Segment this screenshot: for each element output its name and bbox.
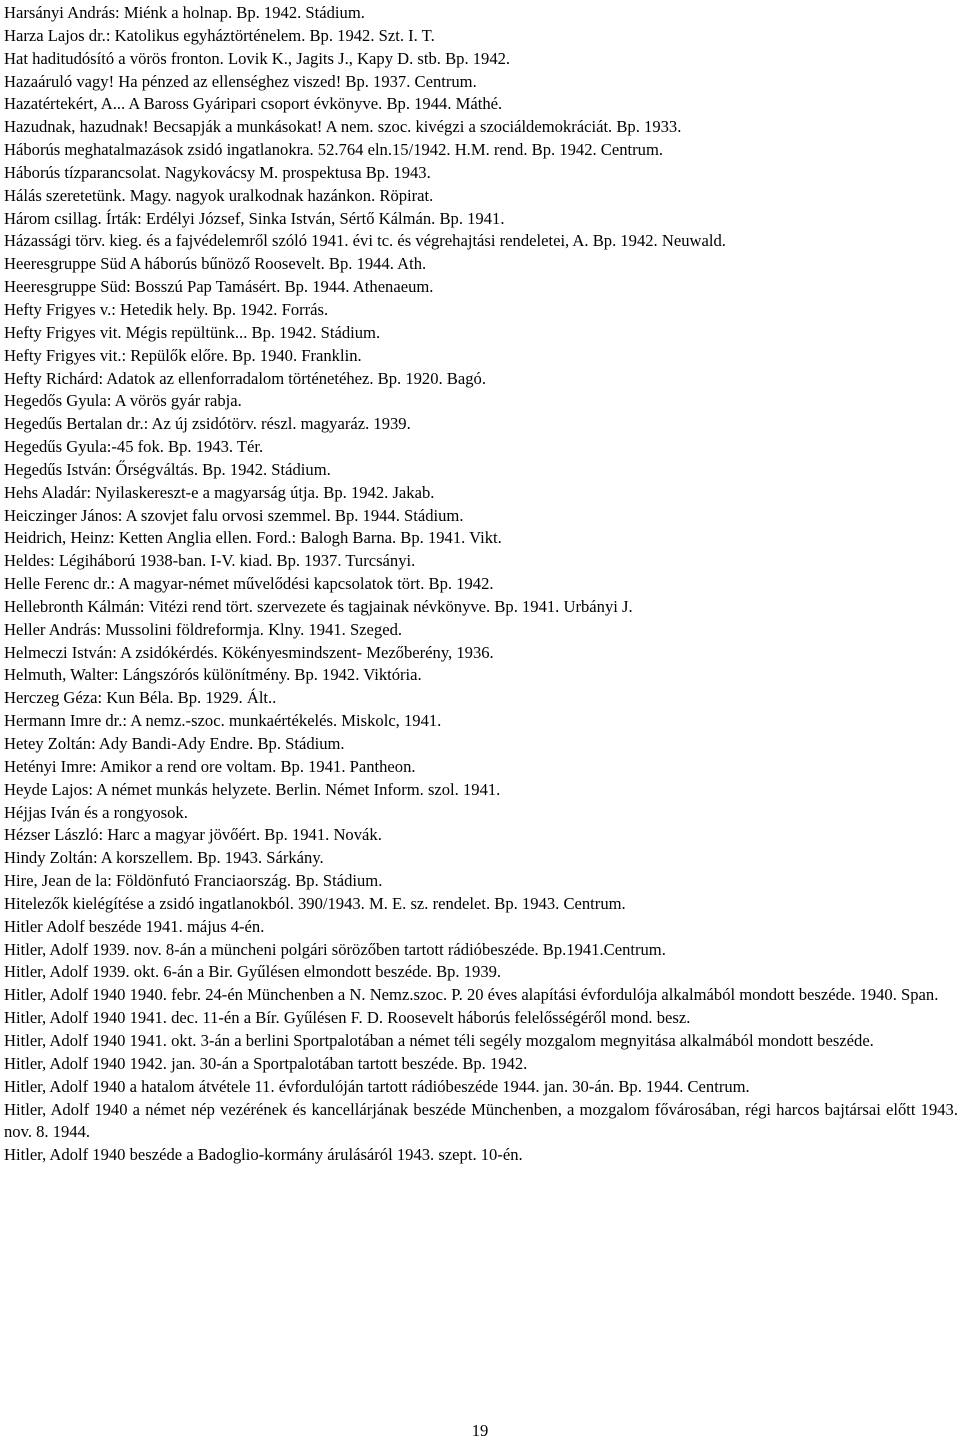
bibliography-entry: Heeresgruppe Süd A háborús bűnöző Roosevelt. Bp. 1944. Ath.	[4, 254, 427, 274]
bibliography-entry: Hálás szeretetünk. Magy. nagyok uralkodnak hazánkon. Röpirat.	[4, 185, 434, 205]
bibliography-entry: Hitler, Adolf 1940 beszéde a Badoglio-kormány árulásáról 1943. szept. 10-én.	[4, 1145, 523, 1165]
bibliography-entry: Herczeg Géza: Kun Béla. Bp. 1929. Ált..	[4, 688, 277, 708]
bibliography-entry: Hazaáruló vagy! Ha pénzed az ellenséghez viszed! Bp. 1937. Centrum.	[4, 71, 477, 91]
bibliography-entry: Hetey Zoltán: Ady Bandi-Ady Endre. Bp. Stádium.	[4, 734, 345, 753]
bibliography-entry: Hehs Aladár: Nyilaskereszt-e a magyarság útja. Bp. 1942. Jakab.	[4, 482, 435, 502]
bibliography-entry: Hitler, Adolf 1939. okt. 6-án a Bir. Gyűlésen elmondott beszéde. Bp. 1939.	[4, 962, 502, 982]
bibliography-entry: Hitler, Adolf 1940 a német nép vezérének és kancellárjának beszéde Münchenben, a mozgalom fővárosában, régi harcos bajtársai előtt 1943. nov. 8. 1944.	[4, 1099, 958, 1142]
bibliography-entry: Hat haditudósító a vörös fronton. Lovik K., Jagits J., Kapy D. stb. Bp. 1942.	[4, 48, 511, 68]
page-number: 19	[471, 1421, 489, 1440]
bibliography-entry: Héjjas Iván és a rongyosok.	[4, 802, 188, 822]
bibliography-entry: Heldes: Légiháború 1938-ban. I-V. kiad. Bp. 1937. Turcsányi.	[4, 551, 416, 571]
bibliography-entry: Hefty Frigyes vit. Mégis repültünk... Bp. 1942. Stádium.	[4, 322, 381, 342]
bibliography-entry: Heyde Lajos: A német munkás helyzete. Berlin. Német Inform. szol. 1941.	[4, 779, 501, 799]
bibliography-entry: Heidrich, Heinz: Ketten Anglia ellen. Ford.: Balogh Barna. Bp. 1941. Vikt.	[4, 528, 502, 548]
bibliography-entry: Helle Ferenc dr.: A magyar-német művelődési kapcsolatok tört. Bp. 1942.	[4, 574, 494, 594]
bibliography-entry: Hitler, Adolf 1940 1940. febr. 24-én Münchenben a N. Nemz.szoc. P. 20 éves alapítási évfordulója alkalmából mondott beszéde. 1940. Span.	[4, 985, 939, 1005]
bibliography-list	[4, 2, 958, 1167]
bibliography-entry: Hitler, Adolf 1940 1941. dec. 11-én a Bír. Gyűlésen F. D. Roosevelt háborús felelősségéről mond. besz.	[4, 1008, 691, 1028]
bibliography-entry: Heeresgruppe Süd: Bosszú Pap Tamásért. Bp. 1944. Athenaeum.	[4, 277, 434, 297]
bibliography-entry: Heller András: Mussolini földreformja. Klny. 1941. Szeged.	[4, 619, 403, 639]
bibliography-entry: Hefty Frigyes vit.: Repülők előre. Bp. 1940. Franklin.	[4, 345, 362, 365]
bibliography-entry: Hézser László: Harc a magyar jövőért. Bp. 1941. Novák.	[4, 825, 382, 845]
bibliography-entry: Hindy Zoltán: A korszellem. Bp. 1943. Sárkány.	[4, 848, 324, 868]
bibliography-entry: Hegedűs Gyula:-45 fok. Bp. 1943. Tér.	[4, 437, 264, 457]
bibliography-entry: Hegedűs István: Őrségváltás. Bp. 1942. Stádium.	[4, 459, 331, 479]
bibliography-entry: Hire, Jean de la: Földönfutó Franciaország. Bp. Stádium.	[4, 871, 383, 891]
bibliography-entry: Hitler, Adolf 1940 a hatalom átvétele 11. évfordulóján tartott rádióbeszéde 1944. jan. 30-án. Bp. 1944. Centrum.	[4, 1076, 750, 1096]
bibliography-entry: Hetényi Imre: Amikor a rend ore voltam. Bp. 1941. Pantheon.	[4, 756, 416, 776]
bibliography-entry: Háborús tízparancsolat. Nagykovácsy M. prospektusa Bp. 1943.	[4, 162, 431, 182]
bibliography-entry: Hegedős Gyula: A vörös gyár rabja.	[4, 391, 242, 411]
bibliography-entry: Helmeczi István: A zsidókérdés. Kökényesmindszent- Mezőberény, 1936.	[4, 642, 494, 662]
bibliography-entry: Hitelezők kielégítése a zsidó ingatlanokból. 390/1943. M. E. sz. rendelet. Bp. 1943. Centrum.	[4, 893, 626, 913]
bibliography-entry: Hitler, Adolf 1940 1941. okt. 3-án a berlini Sportpalotában a német téli segély mozgalom megnyitása alkalmából mondott beszéde.	[4, 1030, 874, 1050]
bibliography-entry: Háborús meghatalmazások zsidó ingatlanokra. 52.764 eln.15/1942. H.M. rend. Bp. 1942. Centrum.	[4, 140, 664, 160]
bibliography-entry: Hefty Richárd: Adatok az ellenforradalom történetéhez. Bp. 1920. Bagó.	[4, 368, 486, 388]
bibliography-entry: Hermann Imre dr.: A nemz.-szoc. munkaértékelés. Miskolc, 1941.	[4, 711, 442, 731]
bibliography-entry: Harza Lajos dr.: Katolikus egyháztörténelem. Bp. 1942. Szt. I. T.	[4, 25, 435, 45]
bibliography-entry: Hazudnak, hazudnak! Becsapják a munkásokat! A nem. szoc. kivégzi a szociáldemokráciát. Bp. 1933.	[4, 117, 682, 137]
bibliography-entry: Hitler, Adolf 1940 1942. jan. 30-án a Sportpalotában tartott beszéde. Bp. 1942.	[4, 1053, 528, 1073]
bibliography-entry: Hitler, Adolf 1939. nov. 8-án a müncheni polgári sörözőben tartott rádióbeszéde. Bp.1941.Centrum.	[4, 939, 666, 959]
bibliography-entry: Hegedűs Bertalan dr.: Az új zsidótörv. részl. magyaráz. 1939.	[4, 414, 411, 434]
bibliography-entry: Hazatértekért, A... A Baross Gyáripari csoport évkönyve. Bp. 1944. Máthé.	[4, 94, 503, 114]
bibliography-entry: Házassági törv. kieg. és a fajvédelemről szóló 1941. évi tc. és végrehajtási rendeletei, A. Bp. 1942. Neuwald.	[4, 231, 726, 251]
bibliography-entry: Három csillag. Írták: Erdélyi József, Sinka István, Sértő Kálmán. Bp. 1941.	[4, 208, 505, 228]
bibliography-entry: Hefty Frigyes v.: Hetedik hely. Bp. 1942. Forrás.	[4, 299, 329, 319]
bibliography-entry: Hellebronth Kálmán: Vitézi rend tört. szervezete és tagjainak névkönyve. Bp. 1941. Urbányi J.	[4, 596, 633, 616]
bibliography-entry: Heiczinger János: A szovjet falu orvosi szemmel. Bp. 1944. Stádium.	[4, 505, 464, 525]
bibliography-entry: Helmuth, Walter: Lángszórós különítmény. Bp. 1942. Viktória.	[4, 665, 422, 685]
bibliography-entry: Hitler Adolf beszéde 1941. május 4-én.	[4, 916, 265, 936]
bibliography-entry: Harsányi András: Miénk a holnap. Bp. 1942. Stádium.	[4, 3, 365, 22]
